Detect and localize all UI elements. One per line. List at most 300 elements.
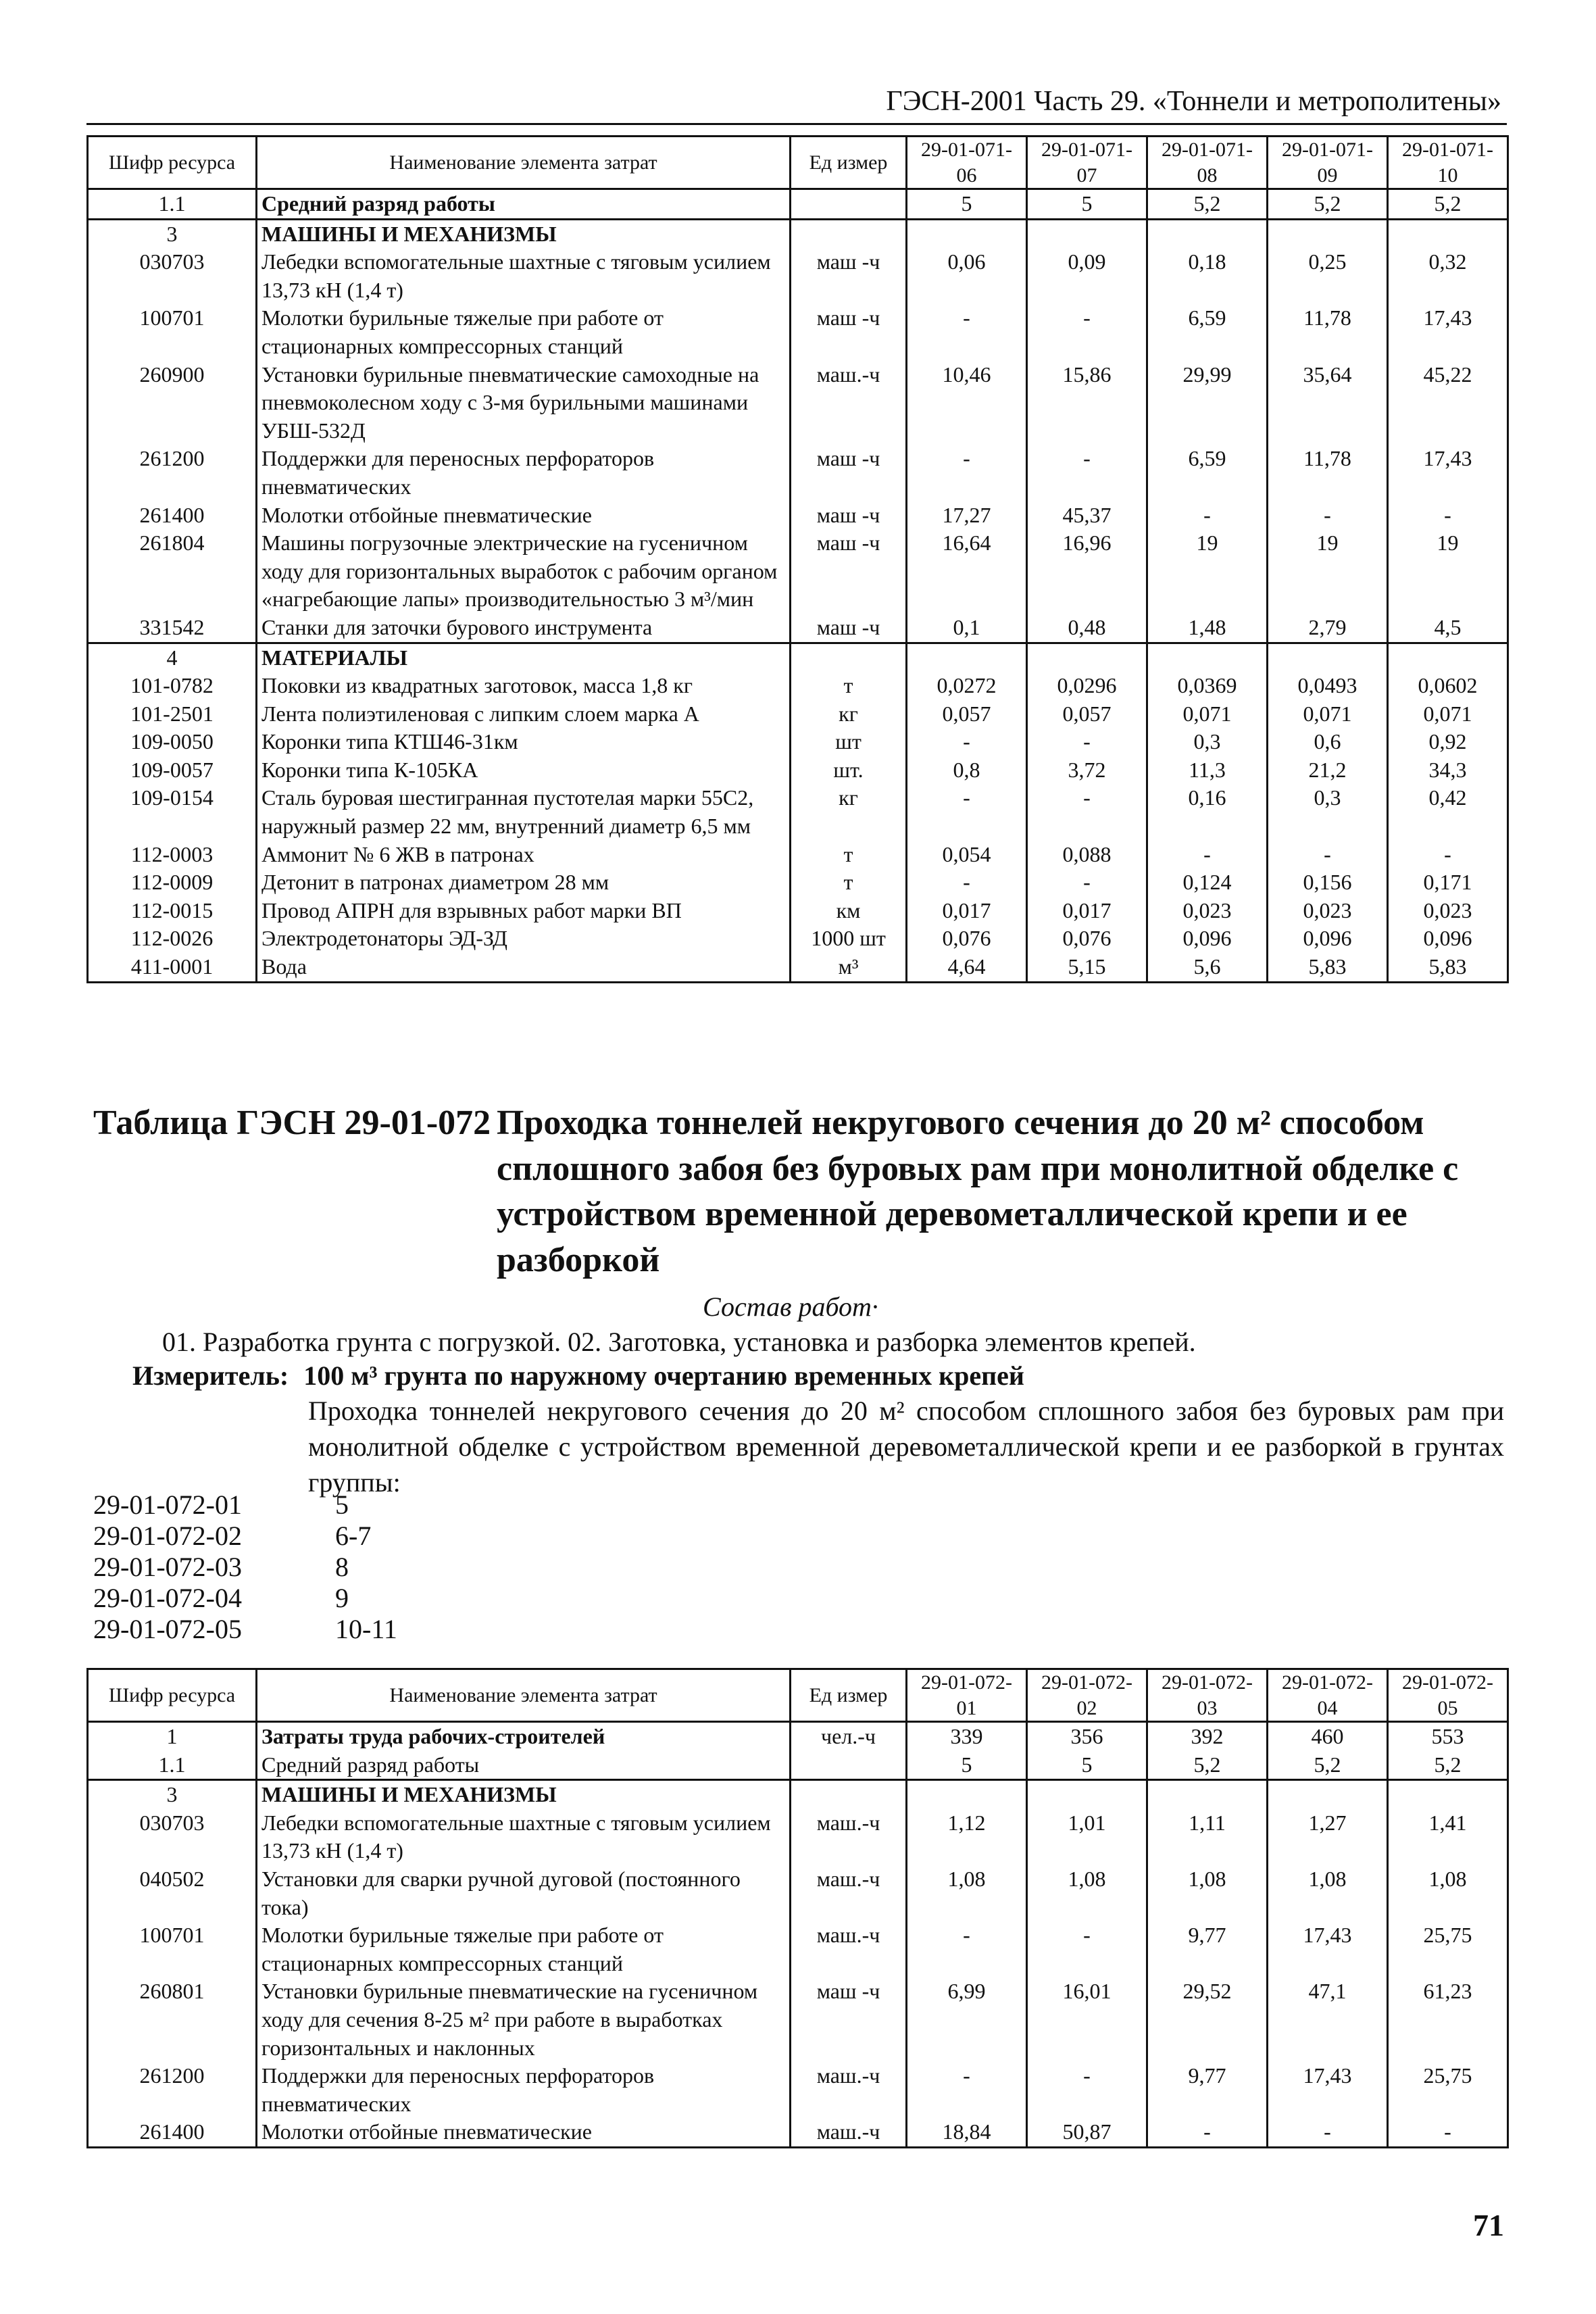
norm-value: 0,25 (1268, 248, 1388, 304)
norm-value: 5 (907, 189, 1027, 220)
norm-value: 1,48 (1147, 614, 1268, 643)
norm-value (1388, 643, 1508, 672)
norm-value: 3,72 (1027, 756, 1147, 785)
norm-value: 5,83 (1388, 953, 1508, 982)
header-rule (86, 123, 1507, 125)
resource-code: 101-0782 (88, 672, 257, 700)
norm-value: 5 (1027, 1751, 1147, 1780)
resource-name: Молотки бурильные тяжелые при работе от стационарных компрессорных станций (257, 1921, 791, 1977)
col-header-norm: 29-01-072-02 (1027, 1669, 1147, 1722)
resource-unit (791, 643, 907, 672)
resource-unit: т (791, 841, 907, 869)
resource-code: 030703 (88, 248, 257, 304)
table-row (88, 672, 1508, 700)
work-composition-label: Состав работ· (703, 1291, 878, 1322)
resource-code: 411-0001 (88, 953, 257, 982)
col-header-norm: 29-01-072-03 (1147, 1669, 1268, 1722)
norm-value: 61,23 (1388, 1977, 1508, 2062)
norm-value: 25,75 (1388, 2062, 1508, 2118)
col-header-unit: Ед измер (791, 1669, 907, 1722)
norm-value: 5,2 (1268, 189, 1388, 220)
norm-value: 0,071 (1147, 700, 1268, 729)
resource-name: Станки для заточки бурового инструмента (257, 614, 791, 643)
resource-name: Молотки отбойные пневматические (257, 501, 791, 530)
norm-value (907, 1780, 1027, 1809)
resource-unit: маш.-ч (791, 1865, 907, 1921)
work-composition-text: 01. Разработка грунта с погрузкой. 02. Заготовка, установка и разборка элементов крепей. (162, 1327, 1196, 1357)
norm-value: 0,076 (1027, 925, 1147, 953)
resource-unit: м³ (791, 953, 907, 982)
resource-unit: 1000 шт (791, 925, 907, 953)
norm-value: 5,15 (1027, 953, 1147, 982)
resource-unit: кг (791, 784, 907, 840)
resource-name: МАШИНЫ И МЕХАНИЗМЫ (257, 1780, 791, 1809)
resource-code: 1 (88, 1722, 257, 1751)
norm-value: 5,2 (1388, 1751, 1508, 1780)
resource-unit: маш -ч (791, 501, 907, 530)
resource-unit: маш.-ч (791, 1809, 907, 1865)
table-row (88, 445, 1508, 501)
norm-value: 0,088 (1027, 841, 1147, 869)
norm-value: 0,124 (1147, 868, 1268, 897)
norm-value: - (1268, 841, 1388, 869)
soil-group: 8 (335, 1552, 349, 1582)
table-row (88, 1865, 1508, 1921)
resource-code: 261200 (88, 2062, 257, 2118)
table-row (88, 361, 1508, 445)
meter-line (132, 1360, 1024, 1392)
table-row (88, 728, 1508, 756)
resource-name: Молотки бурильные тяжелые при работе от стационарных компрессорных станций (257, 304, 791, 360)
resource-name: Детонит в патронах диаметром 28 мм (257, 868, 791, 897)
resource-code: 109-0050 (88, 728, 257, 756)
col-header-name: Наименование элемента затрат (257, 1669, 791, 1722)
norm-value: 5,2 (1147, 189, 1268, 220)
resource-unit: т (791, 672, 907, 700)
resource-name: Молотки отбойные пневматические (257, 2118, 791, 2147)
norm-value: - (1388, 841, 1508, 869)
norm-value: 10,46 (907, 361, 1027, 445)
resource-table-1 (86, 135, 1509, 983)
resource-name: Средний разряд работы (257, 189, 791, 220)
resource-code: 261400 (88, 2118, 257, 2147)
resource-unit: маш -ч (791, 529, 907, 614)
resource-unit: маш -ч (791, 248, 907, 304)
resource-name: Поковки из квадратных заготовок, масса 1,8 кг (257, 672, 791, 700)
table-row (88, 897, 1508, 925)
norm-value: 0,18 (1147, 248, 1268, 304)
resource-code: 260900 (88, 361, 257, 445)
norm-value: 18,84 (907, 2118, 1027, 2147)
norm-value: 0,096 (1388, 925, 1508, 953)
norm-value: 19 (1388, 529, 1508, 614)
norm-value: 16,96 (1027, 529, 1147, 614)
resource-code: 112-0026 (88, 925, 257, 953)
norm-value: 9,77 (1147, 1921, 1268, 1977)
norm-value (1388, 219, 1508, 248)
norm-code: 29-01-072-01 (93, 1490, 242, 1520)
norm-value: 0,076 (907, 925, 1027, 953)
norm-value: - (1027, 304, 1147, 360)
norm-value: - (1027, 2062, 1147, 2118)
resource-code: 112-0003 (88, 841, 257, 869)
resource-unit: км (791, 897, 907, 925)
norm-value: - (907, 868, 1027, 897)
norm-value: 9,77 (1147, 2062, 1268, 2118)
table-row (88, 925, 1508, 953)
resource-code: 030703 (88, 1809, 257, 1865)
table-row (88, 1780, 1508, 1809)
norm-value (1027, 219, 1147, 248)
resource-code: 109-0154 (88, 784, 257, 840)
norm-value: 11,78 (1268, 445, 1388, 501)
resource-unit: маш.-ч (791, 2118, 907, 2147)
norm-code: 29-01-072-05 (93, 1614, 242, 1644)
resource-name: Вода (257, 953, 791, 982)
norm-value: - (1388, 2118, 1508, 2147)
resource-unit (791, 219, 907, 248)
soil-group: 9 (335, 1583, 349, 1613)
norm-value (1268, 219, 1388, 248)
norm-value: - (907, 445, 1027, 501)
page-number: 71 (1473, 2208, 1504, 2242)
table-row (88, 1751, 1508, 1780)
norm-value (1027, 643, 1147, 672)
norm-value: 21,2 (1268, 756, 1388, 785)
resource-name: Электродетонаторы ЭД-ЗД (257, 925, 791, 953)
norm-value: - (907, 304, 1027, 360)
norm-value: 0,096 (1268, 925, 1388, 953)
resource-code: 040502 (88, 1865, 257, 1921)
norm-value: 1,01 (1027, 1809, 1147, 1865)
norm-value: 19 (1147, 529, 1268, 614)
table-title-text: Проходка тоннелей некругового сечения до 20 м² способом сплошного забоя без буровых рам при монолитной обделке с устройством временной деревометаллической крепи и ее разборкой (497, 1104, 1459, 1279)
table-row (88, 219, 1508, 248)
norm-value: 1,08 (1268, 1865, 1388, 1921)
norm-value: 35,64 (1268, 361, 1388, 445)
norm-value: 0,023 (1268, 897, 1388, 925)
norm-value: 0,3 (1268, 784, 1388, 840)
table-row (88, 1722, 1508, 1751)
col-header-name: Наименование элемента затрат (257, 137, 791, 189)
norm-value (1147, 643, 1268, 672)
resource-code: 3 (88, 1780, 257, 1809)
norm-value: 0,32 (1388, 248, 1508, 304)
norm-value: 5 (1027, 189, 1147, 220)
norm-value: 5,6 (1147, 953, 1268, 982)
norm-value: 356 (1027, 1722, 1147, 1751)
norm-code: 29-01-072-02 (93, 1521, 242, 1551)
norm-value: 0,0272 (907, 672, 1027, 700)
norm-value: - (1027, 1921, 1147, 1977)
norm-value: 0,16 (1147, 784, 1268, 840)
table-row (88, 1977, 1508, 2062)
table-row (88, 700, 1508, 729)
resource-name: Аммонит № 6 ЖВ в патронах (257, 841, 791, 869)
meter-label: Измеритель: (132, 1360, 289, 1391)
resource-name: Лента полиэтиленовая с липким слоем марка А (257, 700, 791, 729)
norm-value (1147, 219, 1268, 248)
norm-value: 0,1 (907, 614, 1027, 643)
norm-code: 29-01-072-04 (93, 1583, 242, 1613)
soil-group: 5 (335, 1490, 349, 1520)
resource-code: 261200 (88, 445, 257, 501)
norm-value: 17,43 (1388, 304, 1508, 360)
norm-value: - (1147, 501, 1268, 530)
resource-code: 1.1 (88, 189, 257, 220)
norm-value: - (1147, 841, 1268, 869)
norm-value: 0,171 (1388, 868, 1508, 897)
norm-value (907, 219, 1027, 248)
table-row (88, 868, 1508, 897)
col-header-norm: 29-01-072-04 (1268, 1669, 1388, 1722)
col-header-norm: 29-01-072-01 (907, 1669, 1027, 1722)
norm-description: Проходка тоннелей некругового сечения до 20 м² способом сплошного забоя без буровых рам при монолитной обделке с устройством временной деревометаллической крепи и ее разборкой в грунтах группы: (308, 1396, 1504, 1498)
norm-value: 0,48 (1027, 614, 1147, 643)
norm-value: 1,08 (1147, 1865, 1268, 1921)
norm-value: 45,37 (1027, 501, 1147, 530)
norm-value: 0,0369 (1147, 672, 1268, 700)
resource-code: 260801 (88, 1977, 257, 2062)
norm-value: 0,09 (1027, 248, 1147, 304)
resource-name: Поддержки для переносных перфораторов пневматических (257, 445, 791, 501)
resource-code: 1.1 (88, 1751, 257, 1780)
col-header-norm: 29-01-072-05 (1388, 1669, 1508, 1722)
norm-value: 0,0493 (1268, 672, 1388, 700)
resource-name: Лебедки вспомогательные шахтные с тяговым усилием 13,73 кН (1,4 т) (257, 248, 791, 304)
norm-value: 4,5 (1388, 614, 1508, 643)
norm-value: - (1268, 501, 1388, 530)
resource-name: Установки для сварки ручной дуговой (постоянного тока) (257, 1865, 791, 1921)
norm-value: 0,071 (1268, 700, 1388, 729)
norm-value (907, 643, 1027, 672)
resource-name: Поддержки для переносных перфораторов пневматических (257, 2062, 791, 2118)
norm-value: 5,83 (1268, 953, 1388, 982)
norm-value: 17,43 (1268, 2062, 1388, 2118)
norm-value: 0,156 (1268, 868, 1388, 897)
norm-value: - (1388, 501, 1508, 530)
norm-value: 50,87 (1027, 2118, 1147, 2147)
norm-value: 1,41 (1388, 1809, 1508, 1865)
col-header-unit: Ед измер (791, 137, 907, 189)
resource-unit: маш -ч (791, 445, 907, 501)
resource-unit: маш -ч (791, 614, 907, 643)
table-row (88, 1921, 1508, 1977)
resource-unit: кг (791, 700, 907, 729)
norm-value: 47,1 (1268, 1977, 1388, 2062)
norm-value: 0,6 (1268, 728, 1388, 756)
resource-unit (791, 1780, 907, 1809)
norm-value: 6,59 (1147, 445, 1268, 501)
resource-code: 100701 (88, 304, 257, 360)
resource-code: 261804 (88, 529, 257, 614)
col-header-norm: 29-01-071-08 (1147, 137, 1268, 189)
norm-value: 1,08 (1027, 1865, 1147, 1921)
soil-group: 10-11 (335, 1614, 397, 1644)
norm-value: 11,78 (1268, 304, 1388, 360)
table-row (88, 248, 1508, 304)
resource-name: МАТЕРИАЛЫ (257, 643, 791, 672)
norm-value: 6,59 (1147, 304, 1268, 360)
resource-code: 112-0009 (88, 868, 257, 897)
resource-name: Провод АПРН для взрывных работ марки ВП (257, 897, 791, 925)
resource-name: МАШИНЫ И МЕХАНИЗМЫ (257, 219, 791, 248)
norm-value: 0,92 (1388, 728, 1508, 756)
table-title-number: Таблица ГЭСН 29-01-072 (93, 1104, 491, 1142)
table-row (88, 841, 1508, 869)
norm-value: 29,99 (1147, 361, 1268, 445)
norm-value: 1,08 (1388, 1865, 1508, 1921)
norm-value: 5,2 (1388, 189, 1508, 220)
table-row (88, 529, 1508, 614)
resource-code: 331542 (88, 614, 257, 643)
norm-value: - (1027, 445, 1147, 501)
table-row (88, 2118, 1508, 2147)
resource-name: Затраты труда рабочих-строителей (257, 1722, 791, 1751)
norm-value: 5,2 (1147, 1751, 1268, 1780)
norm-value: 1,12 (907, 1809, 1027, 1865)
norm-value: - (907, 728, 1027, 756)
col-header-norm: 29-01-071-10 (1388, 137, 1508, 189)
resource-unit: шт. (791, 756, 907, 785)
norm-value: 29,52 (1147, 1977, 1268, 2062)
norm-value: 0,023 (1388, 897, 1508, 925)
norm-value: 0,057 (1027, 700, 1147, 729)
resource-code: 101-2501 (88, 700, 257, 729)
norm-value (1268, 643, 1388, 672)
norm-value: 0,096 (1147, 925, 1268, 953)
col-header-norm: 29-01-071-06 (907, 137, 1027, 189)
norm-value: 15,86 (1027, 361, 1147, 445)
norm-value: 392 (1147, 1722, 1268, 1751)
norm-value: - (1027, 868, 1147, 897)
norm-value: 339 (907, 1722, 1027, 1751)
norm-value: 0,3 (1147, 728, 1268, 756)
resource-name: Машины погрузочные электрические на гусеничном ходу для горизонтальных выработок с рабочим органом «нагребающие лапы» производительностью 3 м³/мин (257, 529, 791, 614)
norm-value: 0,071 (1388, 700, 1508, 729)
table-row (88, 953, 1508, 982)
norm-value: 6,99 (907, 1977, 1027, 2062)
norm-value: 19 (1268, 529, 1388, 614)
norm-value: 4,64 (907, 953, 1027, 982)
table-row (88, 1809, 1508, 1865)
norm-value: 0,017 (1027, 897, 1147, 925)
norm-value (1388, 1780, 1508, 1809)
resource-name: Коронки типа КТШ46-31км (257, 728, 791, 756)
resource-unit: маш.-ч (791, 1921, 907, 1977)
table-row (88, 2062, 1508, 2118)
norm-value: 34,3 (1388, 756, 1508, 785)
norm-value: 1,27 (1268, 1809, 1388, 1865)
norm-value: 0,023 (1147, 897, 1268, 925)
resource-code: 109-0057 (88, 756, 257, 785)
norm-value: 0,8 (907, 756, 1027, 785)
norm-value: - (907, 784, 1027, 840)
resource-name: Средний разряд работы (257, 1751, 791, 1780)
table-row (88, 189, 1508, 220)
col-header-code: Шифр ресурса (88, 1669, 257, 1722)
resource-unit: маш.-ч (791, 2062, 907, 2118)
norm-value: 45,22 (1388, 361, 1508, 445)
norm-value: 16,01 (1027, 1977, 1147, 2062)
resource-unit (791, 1751, 907, 1780)
table-row (88, 304, 1508, 360)
norm-value: - (1027, 784, 1147, 840)
table-row (88, 501, 1508, 530)
soil-group: 6-7 (335, 1521, 372, 1551)
norm-value (1268, 1780, 1388, 1809)
norm-value: 17,43 (1268, 1921, 1388, 1977)
resource-name: Сталь буровая шестигранная пустотелая марки 55С2, наружный размер 22 мм, внутренний диаметр 6,5 мм (257, 784, 791, 840)
norm-value: 0,054 (907, 841, 1027, 869)
norm-value: 5 (907, 1751, 1027, 1780)
norm-value: 553 (1388, 1722, 1508, 1751)
norm-value: - (1147, 2118, 1268, 2147)
norm-value: - (1268, 2118, 1388, 2147)
resource-unit: маш -ч (791, 1977, 907, 2062)
norm-value: 25,75 (1388, 1921, 1508, 1977)
table-row (88, 643, 1508, 672)
resource-code: 112-0015 (88, 897, 257, 925)
col-header-norm: 29-01-071-09 (1268, 137, 1388, 189)
norm-value: 1,11 (1147, 1809, 1268, 1865)
norm-value: - (907, 1921, 1027, 1977)
norm-value: 11,3 (1147, 756, 1268, 785)
resource-unit: т (791, 868, 907, 897)
resource-code: 3 (88, 219, 257, 248)
norm-value: - (907, 2062, 1027, 2118)
norm-value (1147, 1780, 1268, 1809)
norm-value: 0,0602 (1388, 672, 1508, 700)
resource-name: Лебедки вспомогательные шахтные с тяговым усилием 13,73 кН (1,4 т) (257, 1809, 791, 1865)
table-row (88, 614, 1508, 643)
running-header: ГЭСН-2001 Часть 29. «Тоннели и метрополитены» (886, 86, 1501, 117)
resource-unit (791, 189, 907, 220)
norm-code: 29-01-072-03 (93, 1552, 242, 1582)
table-row (88, 756, 1508, 785)
resource-table-2 (86, 1668, 1509, 2148)
meter-text: 100 м³ грунта по наружному очертанию временных крепей (303, 1360, 1024, 1391)
resource-unit: шт (791, 728, 907, 756)
norm-value: 1,08 (907, 1865, 1027, 1921)
resource-code: 100701 (88, 1921, 257, 1977)
norm-value: 2,79 (1268, 614, 1388, 643)
col-header-code: Шифр ресурса (88, 137, 257, 189)
norm-value: 0,06 (907, 248, 1027, 304)
norm-value: 0,0296 (1027, 672, 1147, 700)
resource-name: Установки бурильные пневматические на гусеничном ходу для сечения 8-25 м² при работе в выработках горизонтальных и наклонных (257, 1977, 791, 2062)
norm-value: 16,64 (907, 529, 1027, 614)
resource-name: Установки бурильные пневматические самоходные на пневмоколесном ходу с 3-мя бурильными машинами УБШ-532Д (257, 361, 791, 445)
norm-value: 460 (1268, 1722, 1388, 1751)
resource-unit: маш.-ч (791, 361, 907, 445)
resource-name: Коронки типа К-105КА (257, 756, 791, 785)
resource-unit: чел.-ч (791, 1722, 907, 1751)
norm-value: 0,057 (907, 700, 1027, 729)
norm-value: - (1027, 728, 1147, 756)
norm-value: 17,43 (1388, 445, 1508, 501)
norm-value: 0,42 (1388, 784, 1508, 840)
norm-value: 5,2 (1268, 1751, 1388, 1780)
resource-code: 4 (88, 643, 257, 672)
table-row (88, 784, 1508, 840)
norm-value (1027, 1780, 1147, 1809)
resource-code: 261400 (88, 501, 257, 530)
norm-value: 0,017 (907, 897, 1027, 925)
norm-value: 17,27 (907, 501, 1027, 530)
resource-unit: маш -ч (791, 304, 907, 360)
col-header-norm: 29-01-071-07 (1027, 137, 1147, 189)
